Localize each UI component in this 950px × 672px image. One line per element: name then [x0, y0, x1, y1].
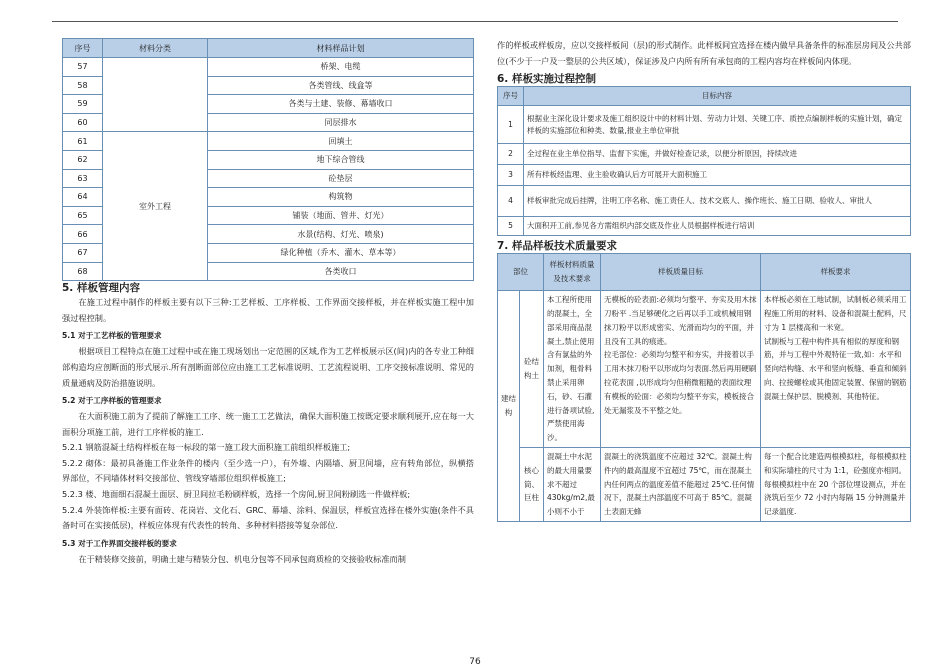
section-5-2-1: 5.2.1 钢筋混凝土结构样板在每一标段的第一施工段大面积施工前组织样板施工;	[62, 442, 351, 453]
table-row: 61 室外工程 回填土	[63, 132, 474, 151]
table-row: 58 各类管线、线盒等	[63, 76, 474, 95]
section-5-2-title: 5.2 对于工序样板的管理要求	[62, 396, 162, 406]
material-sample-table	[62, 38, 474, 281]
header-location: 部位	[498, 254, 544, 291]
table-row: 4 样板审批完成后挂牌，注明工序名称、施工责任人、技术交底人、操作班长、施工日期、验收人、审批人	[498, 186, 911, 217]
table-row: 3 所有样板经监理、业主验收确认后方可展开大面积施工	[498, 165, 911, 186]
section-5-1-text: 根据项目工程特点在施工过程中或在施工现场划出一定范围的区域,作为工艺样板展示区(间)内的各专业工种细部构造均应剖断面的形式展示.所有剖断面部位应由施工工艺标准说明、工艺流程说明、工序交接标准说明、常见的质量通病及防治措施说明。	[62, 346, 474, 388]
section-5-2-text: 在大面积施工前为了提前了解施工工序、统一施工工艺做法，确保大面积施工按既定要求顺利展开,应在每一大面积分项施工前，进行工序样板的施工.	[62, 411, 474, 437]
header-sample-req: 样板要求	[761, 254, 911, 291]
header-target: 目标内容	[524, 87, 911, 106]
table-row: 66 水景(结构、灯光、喷泉)	[63, 225, 474, 244]
table-row: 68 各类收口	[63, 262, 474, 281]
sub-core-tube: 核心筒、巨柱	[520, 447, 544, 521]
table-row: 62 地下综合管线	[63, 150, 474, 169]
section-5-2-3: 5.2.3 楼、地面细石混凝土面层、厨卫间拉毛粉刷样板，选择一个房间,厨卫间粉刷选一件做样板;	[62, 489, 411, 500]
header-plan: 材料样品计划	[208, 39, 474, 58]
process-control-table	[497, 86, 911, 236]
table-row: 2 全过程在业主单位指导、监督下实施，并做好检查记录，以便分析原因，持续改进	[498, 144, 911, 165]
header-rule	[52, 21, 898, 22]
left-column	[62, 38, 474, 567]
table-row: 核心筒、巨柱 混凝土中水泥的最大用量要求不超过 430kg/m2,最小则不小于 混凝土的浇筑温度不应超过 32℃。混凝土构件内的最高温度不宜超过 75℃，而在混凝土内任何两点的温度差值不能超过 25℃.任何情况下，混凝土内部温度不可高于 85℃。混凝土表面无蜂 每一个配合比建造两根模拟柱，每根模拟柱和实际墙柱的尺寸为 1:1，砼强度亦相同。每根模拟柱中在 20 个部位埋设测点，并在浇筑后至少 72 小时内每隔 15 分钟测量并记录温度.	[498, 447, 911, 521]
table-row: 5 大面积开工前,参见各方需组织内部交底及作业人员根据样板进行培训	[498, 217, 911, 236]
header-material-req: 样板材料质量及技术要求	[544, 254, 601, 291]
category-cell-blank	[103, 58, 208, 132]
table-row: 64 构筑物	[63, 188, 474, 207]
section-5-2-4: 5.2.4 外装饰样板:主要有面砖、花岗岩、文化石、GRC、幕墙、涂料、保温层，样板宜选择在楼外实施(条件不具备时可在实接低层)，样板应体现有代表性的转角、多种材料搭接等复杂部位.	[62, 504, 474, 531]
section-5-3-text: 在于精装修交接前，明确土建与精装分包、机电分包等不同承包商质检的交接验收标准而制	[78, 553, 406, 564]
sub-concrete: 砼结构土	[520, 291, 544, 448]
right-intro: 作的样板或样板房，应以交接样板间（层)的形式制作。此样板间宜选择在楼内做早具备条件的标准层房间及公共部位(不少于一户及一整层的公共区域），保证涉及户内所有所有承包商的工程内容均在样板间内体现。	[497, 40, 911, 66]
table-row: 建结构 砼结构土 本工程所使用的混凝土，全部采用商品混凝土,禁止使用含有氯盐的外加剂，粗骨料禁止采用卵石，砂、石灌进行备项试验,严禁使用海沙。 无模板的砼表面:必须均匀整平、夯实及用木抹刀粉平 .当足够硬化之后再以手工或机械用钢抹刀粉平以形成密实、光滑而均匀的平面，并且没有工具的痕迹。 拉毛部位：必须均匀整平和夯实，并接着以手工用木抹刀粉平以形成均匀表面.然后再用硬刷拉花表面 ,以形成均匀但稍微粗糙的表面纹理 有模板的砼面：必须均匀整平夯实，模板接合处无漏浆及不平整之处。 本样板必须在工地试制，试制板必须采用工程施工所用的材料、设备和混凝土配料，尺寸为 1 层楼高和一米宽。 试制板与工程中构件具有相似的厚度和钢筋，并与工程中外观特征一致,如：水平和竖向结构缝、水平和竖向板缝、垂直和倾斜向、拉接螺栓或其他固定装置、保留的钢筋混凝土保护层、脱模剂、其他特征。	[498, 291, 911, 448]
section-6-title: 6. 样板实施过程控制	[497, 73, 596, 86]
table-row: 1 根据业主深化设计要求及施工组织设计中的材料计划、劳动力计划、关键工序、质控点编制样板的实施计划，确定样板的实施部位和种类、数量,报业主单位审批	[498, 106, 911, 144]
header-quality-target: 样板质量目标	[601, 254, 761, 291]
table-row: 60 同层排水	[63, 113, 474, 132]
table-row: 59 各类与土建、装修、幕墙收口	[63, 95, 474, 114]
header-no: 序号	[498, 87, 524, 106]
category-outdoor: 室外工程	[103, 132, 208, 281]
table-row: 65 铺装（地面、管井、灯光）	[63, 206, 474, 225]
page-number: 76	[469, 657, 481, 667]
header-no: 序号	[63, 39, 103, 58]
section-5-title: 5. 样板管理内容	[62, 282, 140, 295]
table-row: 57 桥架、电缆	[63, 58, 474, 77]
group-structure: 建结构	[498, 291, 520, 522]
quality-requirements-table	[497, 253, 911, 522]
section-5-2-2: 5.2.2 砌体：最初具备施工作业条件的楼内（至少选一户），有外墙、内隔墙、厨卫间墙，应有转角部位，纵横搭界部位，不同墙体材料交接部位、管线穿墙部位组织样板施工;	[62, 457, 474, 484]
table-row: 67 绿化种植（乔木、灌木、草本等）	[63, 243, 474, 262]
right-column	[497, 38, 911, 522]
table-row: 63 砼垫层	[63, 169, 474, 188]
section-7-title: 7. 样品样板技术质量要求	[497, 240, 617, 253]
section-5-3-title: 5.3 对于工作界面交接样板的要求	[62, 538, 177, 548]
section-5-1-title: 5.1 对于工艺样板的管理要求	[62, 331, 162, 341]
section-5-intro: 在施工过程中制作的样板主要有以下三种:工艺样板、工序样板、工作界面交接样板，并在样板实施工程中加强过程控制。	[62, 297, 474, 323]
header-category: 材料分类	[103, 39, 208, 58]
